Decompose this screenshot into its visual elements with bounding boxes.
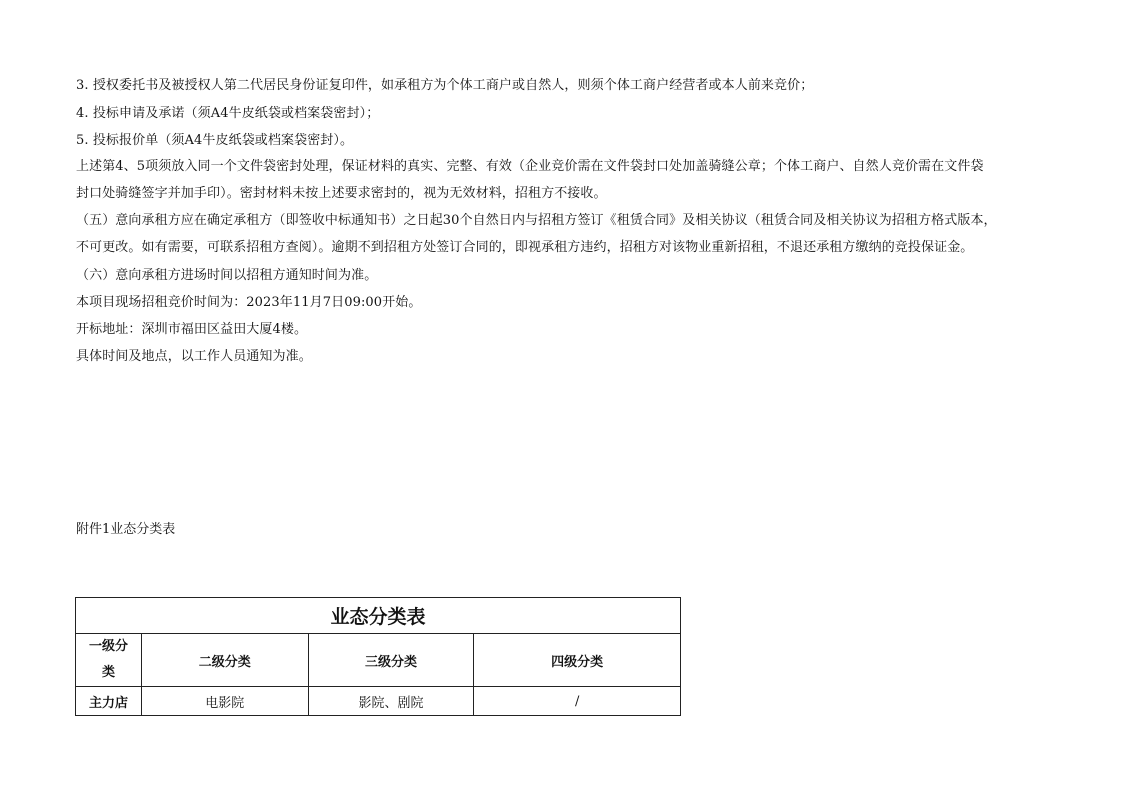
paragraph-section-6: （六）意向承租方进场时间以招租方通知时间为准。 xyxy=(76,268,378,283)
header-level3: 三级分类 xyxy=(308,634,474,687)
paragraph-item-5: 5. 投标报价单（须A4牛皮纸袋或档案袋密封）。 xyxy=(76,133,354,148)
attachment-label: 附件1业态分类表 xyxy=(76,522,176,537)
paragraph-sealing-note-line1: 上述第4、5项须放入同一个文件袋密封处理，保证材料的真实、完整、有效（企业竞价需在文件袋封口处加盖骑缝公章；个体工商户、自然人竞价需在文件袋 xyxy=(76,159,984,174)
table-row xyxy=(76,687,681,716)
paragraph-bidding-address: 开标地址：深圳市福田区益田大厦4楼。 xyxy=(76,322,308,337)
paragraph-item-4: 4. 投标申请及承诺（须A4牛皮纸袋或档案袋密封）； xyxy=(76,106,380,121)
paragraph-section-5-line2: 不可更改。如有需要，可联系招租方查阅）。逾期不到招租方处签订合同的，即视承租方违约，招租方对该物业重新招租，不退还承租方缴纳的竞投保证金。 xyxy=(76,240,974,255)
cell-level2: 电影院 xyxy=(141,687,308,716)
paragraph-section-5-line1: （五）意向承租方应在确定承租方（即签收中标通知书）之日起30个自然日内与招租方签订《租赁合同》及相关协议（租赁合同及相关协议为招租方格式版本， xyxy=(76,213,997,228)
cell-level4: / xyxy=(474,687,681,716)
header-level2: 二级分类 xyxy=(141,634,308,687)
header-level1 xyxy=(76,634,142,687)
header-level4: 四级分类 xyxy=(474,634,681,687)
paragraph-sealing-note-line2: 封口处骑缝签字并加手印）。密封材料未按上述要求密封的，视为无效材料，招租方不接收。 xyxy=(76,186,607,201)
table-title: 业态分类表 xyxy=(76,598,681,634)
cell-level3: 影院、剧院 xyxy=(308,687,474,716)
cell-level1: 主力店 xyxy=(76,687,142,716)
paragraph-notice: 具体时间及地点，以工作人员通知为准。 xyxy=(76,349,312,364)
header-level1-line2: 类 xyxy=(101,665,115,680)
business-category-table xyxy=(75,597,681,716)
paragraph-bidding-time: 本项目现场招租竞价时间为：2023年11月7日09:00开始。 xyxy=(76,295,422,310)
header-level1-line1: 一级分 xyxy=(88,639,128,654)
paragraph-item-3: 3. 授权委托书及被授权人第二代居民身份证复印件，如承租方为个体工商户或自然人，则须个体工商户经营者或本人前来竞价； xyxy=(76,78,814,93)
